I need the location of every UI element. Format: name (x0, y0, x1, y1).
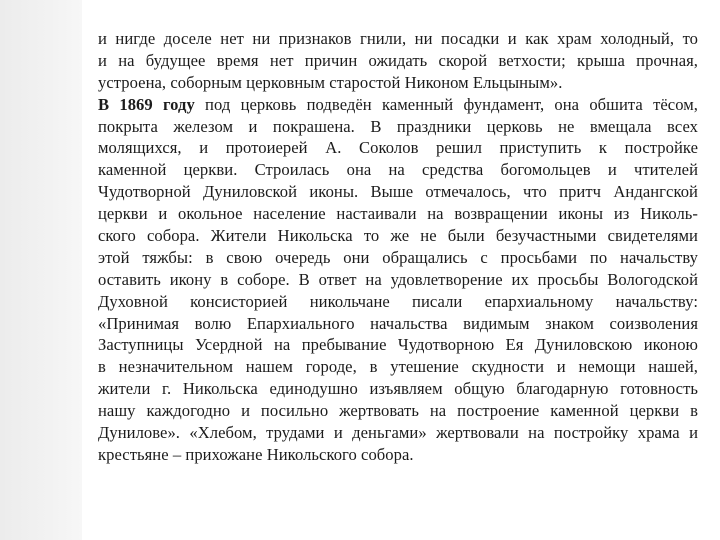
text-line: жители г. Никольска единодушно изъявляем общую благодарную готовность (98, 379, 698, 399)
text-line: каменной церкви. Строилась она на средства богомольцев и чтителей (98, 160, 698, 180)
text-line: Духовной консисторией никольчане писали епархиальному начальству: (98, 291, 698, 311)
text-line: и на будущее время нет причин ожидать скорой ветхости; крыша прочная, (98, 50, 698, 70)
text-line: и нигде доселе нет ни признаков гнили, ни посадки и как храм холодный, то (98, 29, 698, 48)
text-line: крестьяне – прихожане Никольского собора. (98, 444, 414, 464)
text-line: молящихся, и протоиерей А. Соколов решил приступить к постройке (98, 138, 698, 158)
text-line: Заступницы Усердной на пребывание Чудотворною Ея Дуниловскою иконою (98, 335, 698, 355)
text-line: оставить икону в соборе. В ответ на удовлетворение их просьбы Вологодской (98, 269, 698, 289)
text-line: устроена, соборным церковным старостой Никоном Ельцыным». (98, 72, 563, 92)
document-text (98, 28, 698, 466)
year-highlight: В 1869 году (98, 94, 195, 114)
text-line: церкви и окольное население настаивали на возвращении иконы из Николь- (98, 204, 698, 224)
text-fragment: под церковь подведён каменный фундамент, она обшита тёсом, (194, 94, 698, 114)
text-line: нашу каждогодно и посильно жертвовать на построение каменной церкви в (98, 401, 698, 421)
text-line-year-heading (98, 94, 698, 116)
text-line: покрыта железом и покрашена. В праздники церковь не вмещала всех (98, 116, 698, 136)
text-line: Дунилове». «Хлебом, трудами и деньгами» жертвовали на постройку храма и (98, 423, 698, 443)
text-line: «Принимая волю Епархиального начальства видимым знаком соизволения (98, 313, 698, 333)
text-line: ского собора. Жители Никольска то же не были безучастными свидетелями (98, 226, 698, 246)
text-line: этой тяжбы: в свою очередь они обращались с просьбами по начальству (98, 247, 698, 267)
text-line: в незначительном нашем городе, в утешение скудности и немощи нашей, (98, 357, 698, 377)
left-margin-strip (0, 0, 82, 540)
text-line: Чудотворной Дуниловской иконы. Выше отмечалось, что притч Андангской (98, 182, 698, 202)
